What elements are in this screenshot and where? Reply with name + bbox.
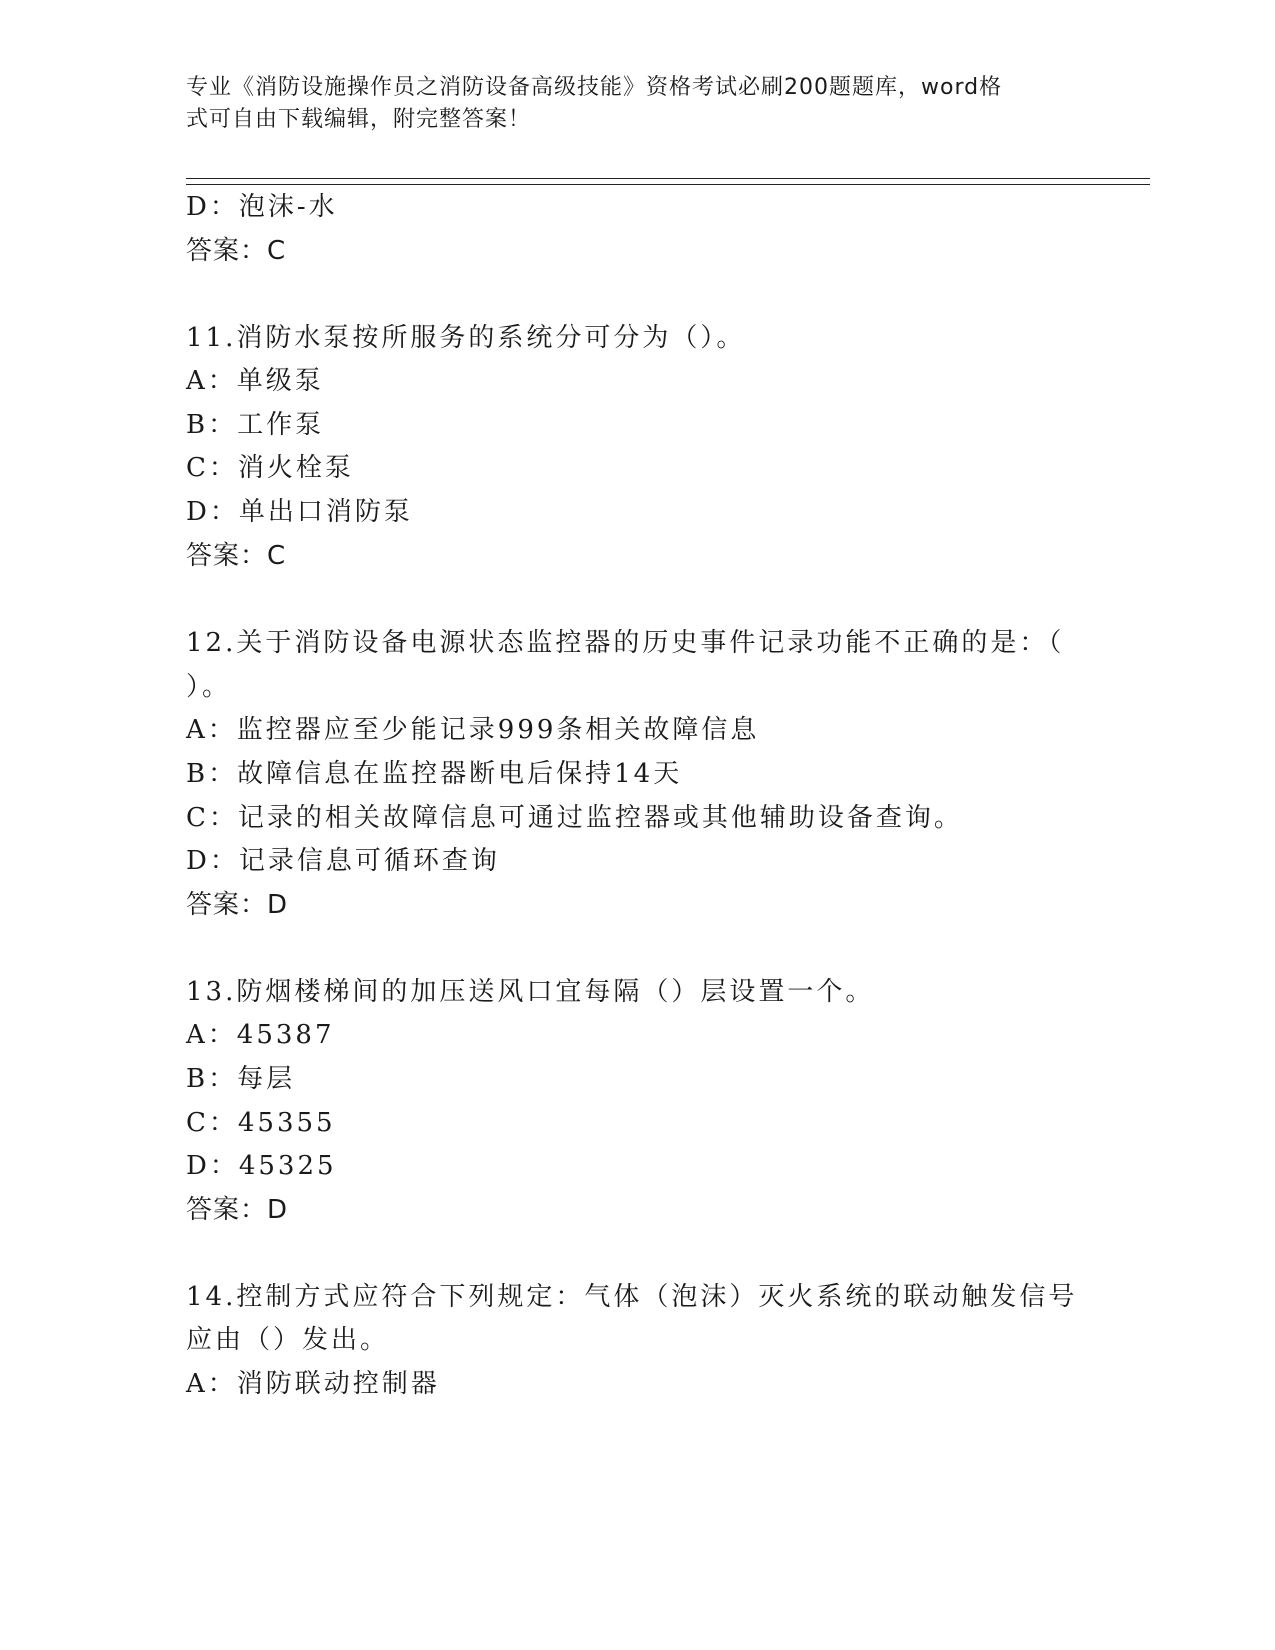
q12-option-d: D：记录信息可循环查询 [186, 846, 500, 876]
q13-option-d: D：45325 [186, 1151, 337, 1181]
prev-answer: 答案：C [186, 236, 287, 266]
header-line-1: 专业《消防设施操作员之消防设备高级技能》资格考试必刷200题题库，word格 [186, 75, 1003, 100]
q11-answer: 答案：C [186, 541, 287, 571]
q13-option-c: C：45355 [186, 1108, 336, 1138]
q13-question: 13.防烟楼梯间的加压送风口宜每隔（）层设置一个。 [186, 977, 875, 1007]
q12-option-b: B：故障信息在监控器断电后保持14天 [186, 759, 683, 789]
q11-option-a: A：单级泵 [186, 366, 324, 396]
q11-option-b: B：工作泵 [186, 410, 325, 440]
q13-answer: 答案：D [186, 1195, 289, 1225]
document-header [186, 72, 1066, 136]
prev-option-d: D：泡沫-水 [186, 192, 338, 222]
q14-question-line-2: 应由（）发出。 [186, 1325, 390, 1355]
q13-option-a: A：45387 [186, 1020, 335, 1050]
header-line-2: 式可自由下载编辑，附完整答案！ [186, 107, 532, 132]
header-divider-top [186, 178, 1150, 179]
q11-question: 11.消防水泵按所服务的系统分可分为（）。 [186, 323, 746, 353]
q13-option-b: B：每层 [186, 1064, 296, 1094]
q11-option-d: D：单出口消防泵 [186, 497, 413, 527]
q14-option-a: A：消防联动控制器 [186, 1369, 440, 1399]
q14-question-line-1: 14.控制方式应符合下列规定：气体（泡沫）灭火系统的联动触发信号 [186, 1282, 1078, 1312]
q12-option-a: A：监控器应至少能记录999条相关故障信息 [186, 715, 760, 745]
q12-answer: 答案：D [186, 890, 289, 920]
q12-question-line-2: ）。 [186, 672, 232, 702]
header-divider-bottom [186, 184, 1150, 185]
q12-option-c: C：记录的相关故障信息可通过监控器或其他辅助设备查询。 [186, 803, 963, 833]
q11-option-c: C：消火栓泵 [186, 453, 354, 483]
q12-question-line-1: 12.关于消防设备电源状态监控器的历史事件记录功能不正确的是：（ [186, 628, 1065, 658]
